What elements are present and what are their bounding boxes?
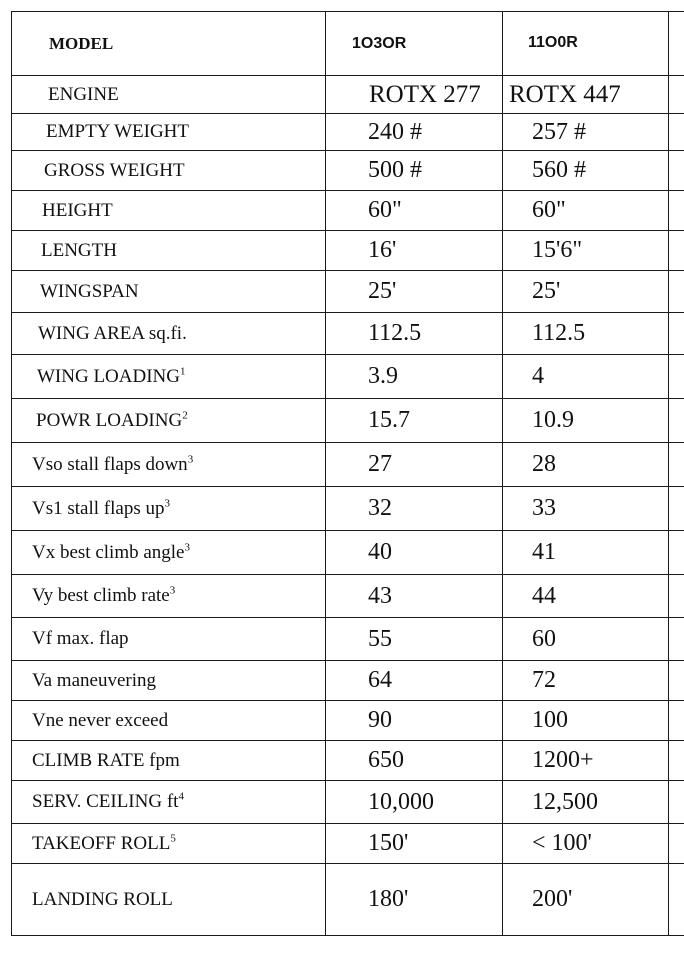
footnote-marker: 2 (182, 409, 188, 422)
spec-value-model-c (669, 661, 684, 701)
spec-value-model-b: < 100' (503, 824, 669, 864)
spec-value-model-c (669, 618, 684, 661)
spec-value-model-a: 43 (326, 575, 503, 618)
table-row (12, 701, 684, 741)
table-row (12, 741, 684, 781)
spec-value-model-c (669, 114, 684, 151)
spec-value-model-c (669, 864, 684, 936)
spec-value-model-c (669, 701, 684, 741)
table-row (12, 443, 684, 487)
header-row (12, 12, 684, 76)
spec-value-model-b: 15'6" (503, 231, 669, 271)
footnote-marker: 3 (187, 453, 194, 466)
spec-value-model-c (669, 313, 684, 355)
spec-label-text: WINGSPAN (40, 280, 139, 302)
spec-label-text: Vx best climb angle (32, 541, 185, 563)
spec-value-model-a: 150' (326, 824, 503, 864)
spec-value-model-c (669, 151, 684, 191)
footnote-marker: 3 (164, 497, 170, 510)
spec-value-model-b: ROTX 447 (503, 76, 669, 114)
spec-value-model-c (669, 781, 684, 824)
spec-value-model-a: 500 # (326, 151, 503, 191)
footnote-marker: 5 (170, 832, 176, 845)
spec-value-model-b: 10.9 (503, 399, 669, 443)
spec-value-model-a: 27 (326, 443, 503, 487)
table-row (12, 271, 684, 313)
spec-value-model-c (669, 231, 684, 271)
spec-value-model-b: 1200+ (503, 741, 669, 781)
table-row (12, 824, 684, 864)
spec-value-model-c (669, 399, 684, 443)
spec-value-model-b: 60 (503, 618, 669, 661)
spec-label-text: CLIMB RATE fpm (32, 749, 180, 771)
spec-label-text: EMPTY WEIGHT (46, 121, 190, 142)
spec-label (12, 864, 326, 936)
spec-label (12, 76, 326, 114)
spec-value-model-c (669, 76, 684, 114)
spec-value-model-a: 3.9 (326, 355, 503, 399)
spec-label (12, 575, 326, 618)
spec-label-text: POWR LOADING (36, 409, 183, 431)
spec-value-model-a: 15.7 (326, 399, 503, 443)
spec-value-model-b: 12,500 (503, 781, 669, 824)
spec-label-text: TAKEOFF ROLL (32, 832, 171, 854)
spec-value-model-a: 25' (326, 271, 503, 313)
header-model-label: MODEL (12, 12, 326, 76)
table-row (12, 618, 684, 661)
spec-label (12, 399, 326, 443)
spec-value-model-b: 560 # (503, 151, 669, 191)
spec-label (12, 355, 326, 399)
spec-value-model-a: 650 (326, 741, 503, 781)
spec-value-model-c (669, 487, 684, 531)
spec-value-model-b: 72 (503, 661, 669, 701)
header-model-b: 11O0R (503, 12, 669, 76)
spec-value-model-b: 100 (503, 701, 669, 741)
spec-label-text: HEIGHT (42, 199, 113, 221)
table-row (12, 575, 684, 618)
spec-value-model-a: 90 (326, 701, 503, 741)
spec-label (12, 231, 326, 271)
spec-value-model-b: 41 (503, 531, 669, 575)
footnote-marker: 3 (169, 584, 176, 597)
table-row (12, 399, 684, 443)
spec-label-text: Vs1 stall flaps up (32, 497, 165, 519)
spec-value-model-c (669, 575, 684, 618)
spec-label (12, 114, 326, 151)
table-row (12, 781, 684, 824)
spec-label-text: LANDING ROLL (32, 888, 173, 910)
footnote-marker: 4 (178, 790, 184, 803)
spec-value-model-a: ROTX 277 (326, 76, 503, 114)
table-row (12, 191, 684, 231)
spec-value-model-b: 33 (503, 487, 669, 531)
spec-label (12, 487, 326, 531)
spec-value-model-b: 112.5 (503, 313, 669, 355)
spec-label (12, 151, 326, 191)
spec-label (12, 618, 326, 661)
spec-label-text: Va maneuvering (32, 669, 156, 691)
header-model-c (669, 12, 684, 76)
header-model-a: 1O3OR (326, 12, 503, 76)
spec-value-model-a: 180' (326, 864, 503, 936)
spec-value-model-a: 40 (326, 531, 503, 575)
spec-value-model-a: 55 (326, 618, 503, 661)
table-row (12, 531, 684, 575)
spec-label-text: Vy best climb rate (32, 585, 170, 606)
spec-label (12, 443, 326, 487)
spec-label (12, 191, 326, 231)
spec-label (12, 661, 326, 701)
spec-value-model-c (669, 443, 684, 487)
spec-value-model-b: 25' (503, 271, 669, 313)
footnote-marker: 1 (180, 365, 186, 378)
spec-value-model-a: 60" (326, 191, 503, 231)
spec-value-model-b: 60" (503, 191, 669, 231)
spec-label (12, 701, 326, 741)
table-row (12, 76, 684, 114)
table-row (12, 864, 684, 936)
spec-label-text: SERV. CEILING ft (32, 791, 179, 812)
aircraft-spec-table (11, 11, 684, 936)
spec-value-model-b: 28 (503, 443, 669, 487)
spec-label (12, 271, 326, 313)
spec-body (12, 76, 684, 936)
spec-label-text: Vso stall flaps down (32, 453, 188, 475)
spec-label-text: LENGTH (41, 239, 117, 261)
spec-value-model-a: 32 (326, 487, 503, 531)
spec-label (12, 824, 326, 864)
spec-value-model-c (669, 191, 684, 231)
spec-value-model-a: 16' (326, 231, 503, 271)
spec-label-text: ENGINE (48, 83, 119, 105)
spec-value-model-b: 257 # (503, 114, 669, 151)
spec-label (12, 313, 326, 355)
spec-value-model-c (669, 741, 684, 781)
spec-value-model-a: 64 (326, 661, 503, 701)
table-row (12, 661, 684, 701)
spec-value-model-c (669, 824, 684, 864)
spec-label-text: Vf max. flap (32, 628, 129, 649)
spec-label (12, 531, 326, 575)
table-row (12, 231, 684, 271)
spec-label-text: Vne never exceed (32, 709, 169, 731)
spec-label (12, 741, 326, 781)
table-row (12, 487, 684, 531)
spec-label-text: WING LOADING (37, 365, 180, 387)
table-row (12, 114, 684, 151)
spec-label (12, 781, 326, 824)
spec-label-text: WING AREA sq.fi. (38, 322, 187, 344)
spec-value-model-a: 240 # (326, 114, 503, 151)
footnote-marker: 3 (184, 541, 190, 554)
table-row (12, 151, 684, 191)
spec-value-model-c (669, 271, 684, 313)
spec-value-model-b: 44 (503, 575, 669, 618)
spec-value-model-a: 112.5 (326, 313, 503, 355)
spec-value-model-a: 10,000 (326, 781, 503, 824)
spec-value-model-c (669, 355, 684, 399)
table-row (12, 313, 684, 355)
table-row (12, 355, 684, 399)
spec-value-model-c (669, 531, 684, 575)
spec-label-text: GROSS WEIGHT (44, 159, 185, 181)
spec-value-model-b: 200' (503, 864, 669, 936)
spec-value-model-b: 4 (503, 355, 669, 399)
